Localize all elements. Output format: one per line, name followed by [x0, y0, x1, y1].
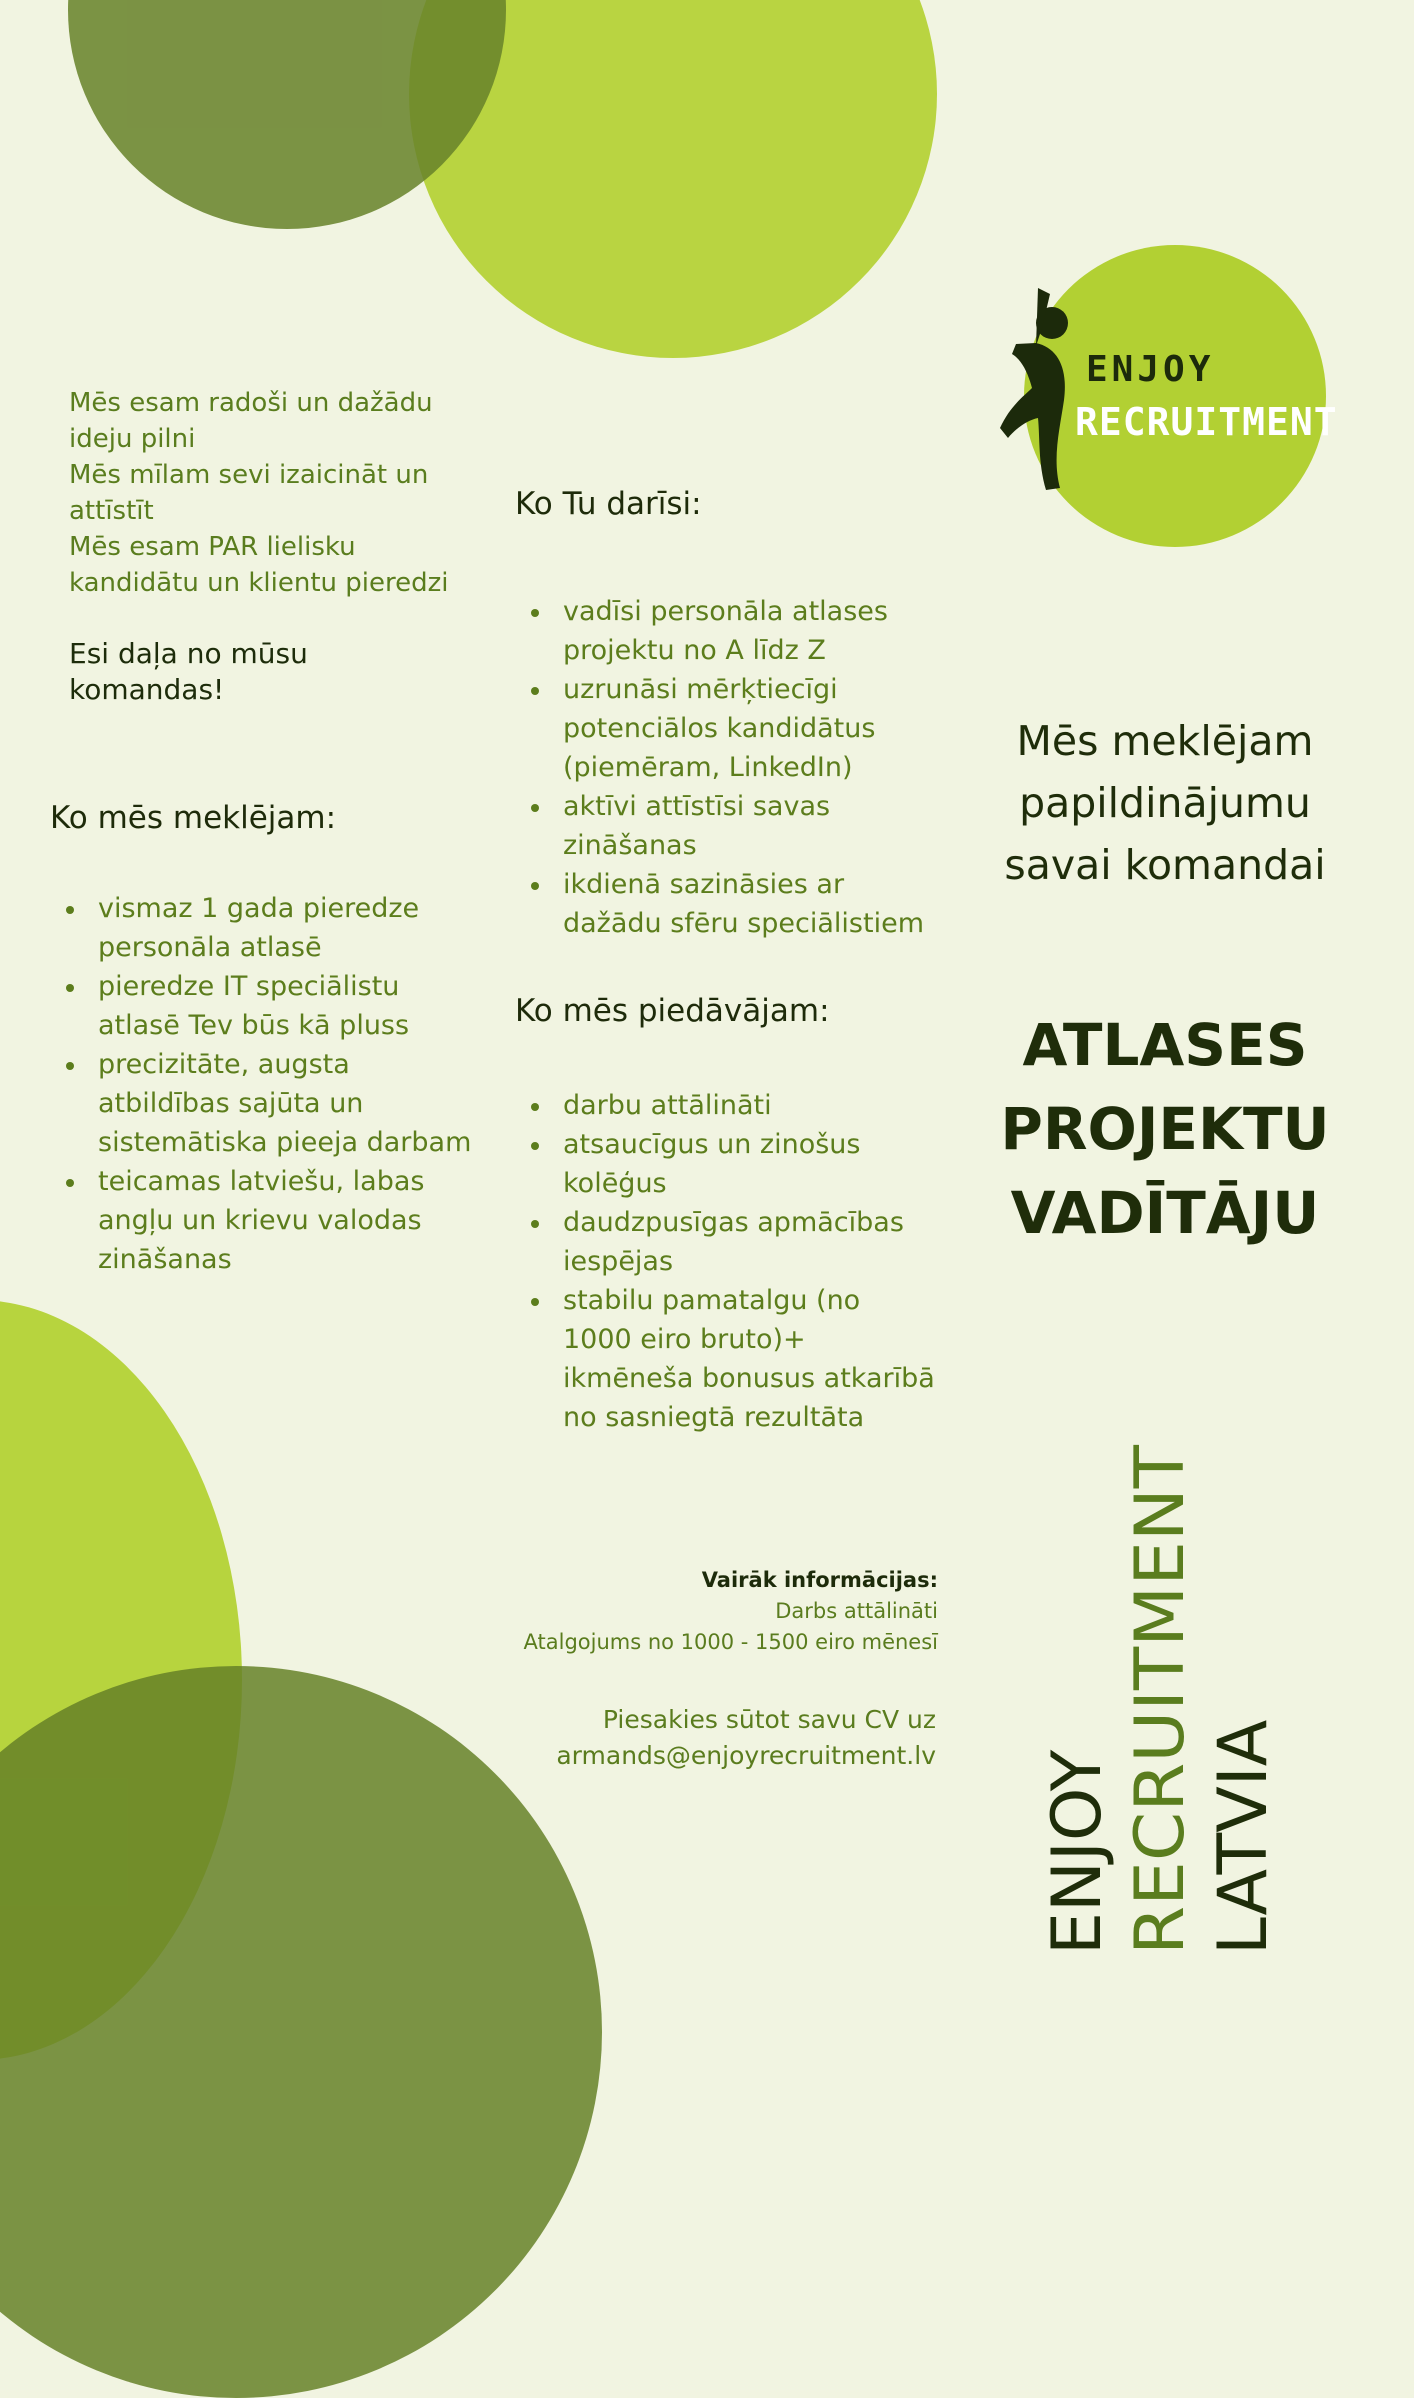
- apply-text: Piesakies sūtot savu CV uz: [602, 1705, 936, 1734]
- duties-list: [515, 592, 935, 943]
- offer-heading: Ko mēs piedāvājam:: [515, 993, 830, 1029]
- intro-callout: Esi daļa no mūsu komandas!: [69, 637, 308, 706]
- brand-vertical-recruitment: RECRUITMENT: [1121, 1464, 1200, 1955]
- list-item: ikdienā sazināsies ar dažādu sfēru speciālistiem: [515, 865, 935, 943]
- list-item: darbu attālināti: [515, 1086, 935, 1125]
- more-info-line: Atalgojums no 1000 - 1500 eiro mēnesī: [523, 1630, 938, 1654]
- brand-vertical-enjoy: ENJOY: [1038, 1749, 1117, 1955]
- intro-line: Mēs mīlam sevi izaicināt un attīstīt: [69, 460, 429, 526]
- decor-circle-bottom-dark: [0, 1666, 602, 2398]
- more-info-title: Vairāk informācijas:: [701, 1568, 938, 1592]
- apply-section: [436, 1702, 936, 1774]
- list-item: daudzpusīgas apmācības iespējas: [515, 1203, 935, 1281]
- list-item: teicamas latviešu, labas angļu un krievu valodas zināšanas: [50, 1162, 480, 1279]
- tagline: Mēs meklējam papildinājumu savai komandai: [1004, 717, 1326, 889]
- list-item: stabilu pamatalgu (no 1000 eiro bruto)+ ikmēneša bonusus atkarībā no sasniegtā rezultāta: [515, 1281, 935, 1437]
- position-title: [970, 1003, 1360, 1255]
- requirements-list: [50, 889, 480, 1279]
- apply-email-link[interactable]: armands@enjoyrecruitment.lv: [556, 1741, 936, 1770]
- intro-text: [69, 385, 449, 601]
- position-title-line: PROJEKTU: [1000, 1095, 1330, 1163]
- person-figure-icon: [998, 288, 1088, 497]
- logo-wordmark-enjoy: ENJOY: [1086, 349, 1215, 390]
- list-item: uzrunāsi mērķtiecīgi potenciālos kandidātus (piemēram, LinkedIn): [515, 670, 935, 787]
- offer-list: [515, 1086, 935, 1437]
- more-info: [438, 1565, 938, 1658]
- intro-line: Mēs esam PAR lielisku kandidātu un klientu pieredzi: [69, 532, 449, 598]
- logo-wordmark-recruitment: RECRUITMENT: [1075, 400, 1338, 444]
- duties-heading: Ko Tu darīsi:: [515, 486, 702, 522]
- list-item: vadīsi personāla atlases projektu no A līdz Z: [515, 592, 935, 670]
- more-info-line: Darbs attālināti: [775, 1599, 938, 1623]
- position-title-line: VADĪTĀJU: [1010, 1179, 1320, 1247]
- requirements-heading: Ko mēs meklējam:: [50, 800, 337, 836]
- list-item: atsaucīgus un zinošus kolēģus: [515, 1125, 935, 1203]
- list-item: pieredze IT speciālistu atlasē Tev būs kā pluss: [50, 967, 480, 1045]
- list-item: vismaz 1 gada pieredze personāla atlasē: [50, 889, 480, 967]
- list-item: precizitāte, augsta atbildības sajūta un sistemātiska pieeja darbam: [50, 1045, 480, 1162]
- position-title-line: ATLASES: [1022, 1011, 1308, 1079]
- intro-line: Mēs esam radoši un dažādu ideju pilni: [69, 388, 433, 454]
- brand-vertical-latvia: LATVIA: [1204, 1719, 1283, 1955]
- brand-vertical: [1010, 1440, 1310, 1960]
- list-item: aktīvi attīstīsi savas zināšanas: [515, 787, 935, 865]
